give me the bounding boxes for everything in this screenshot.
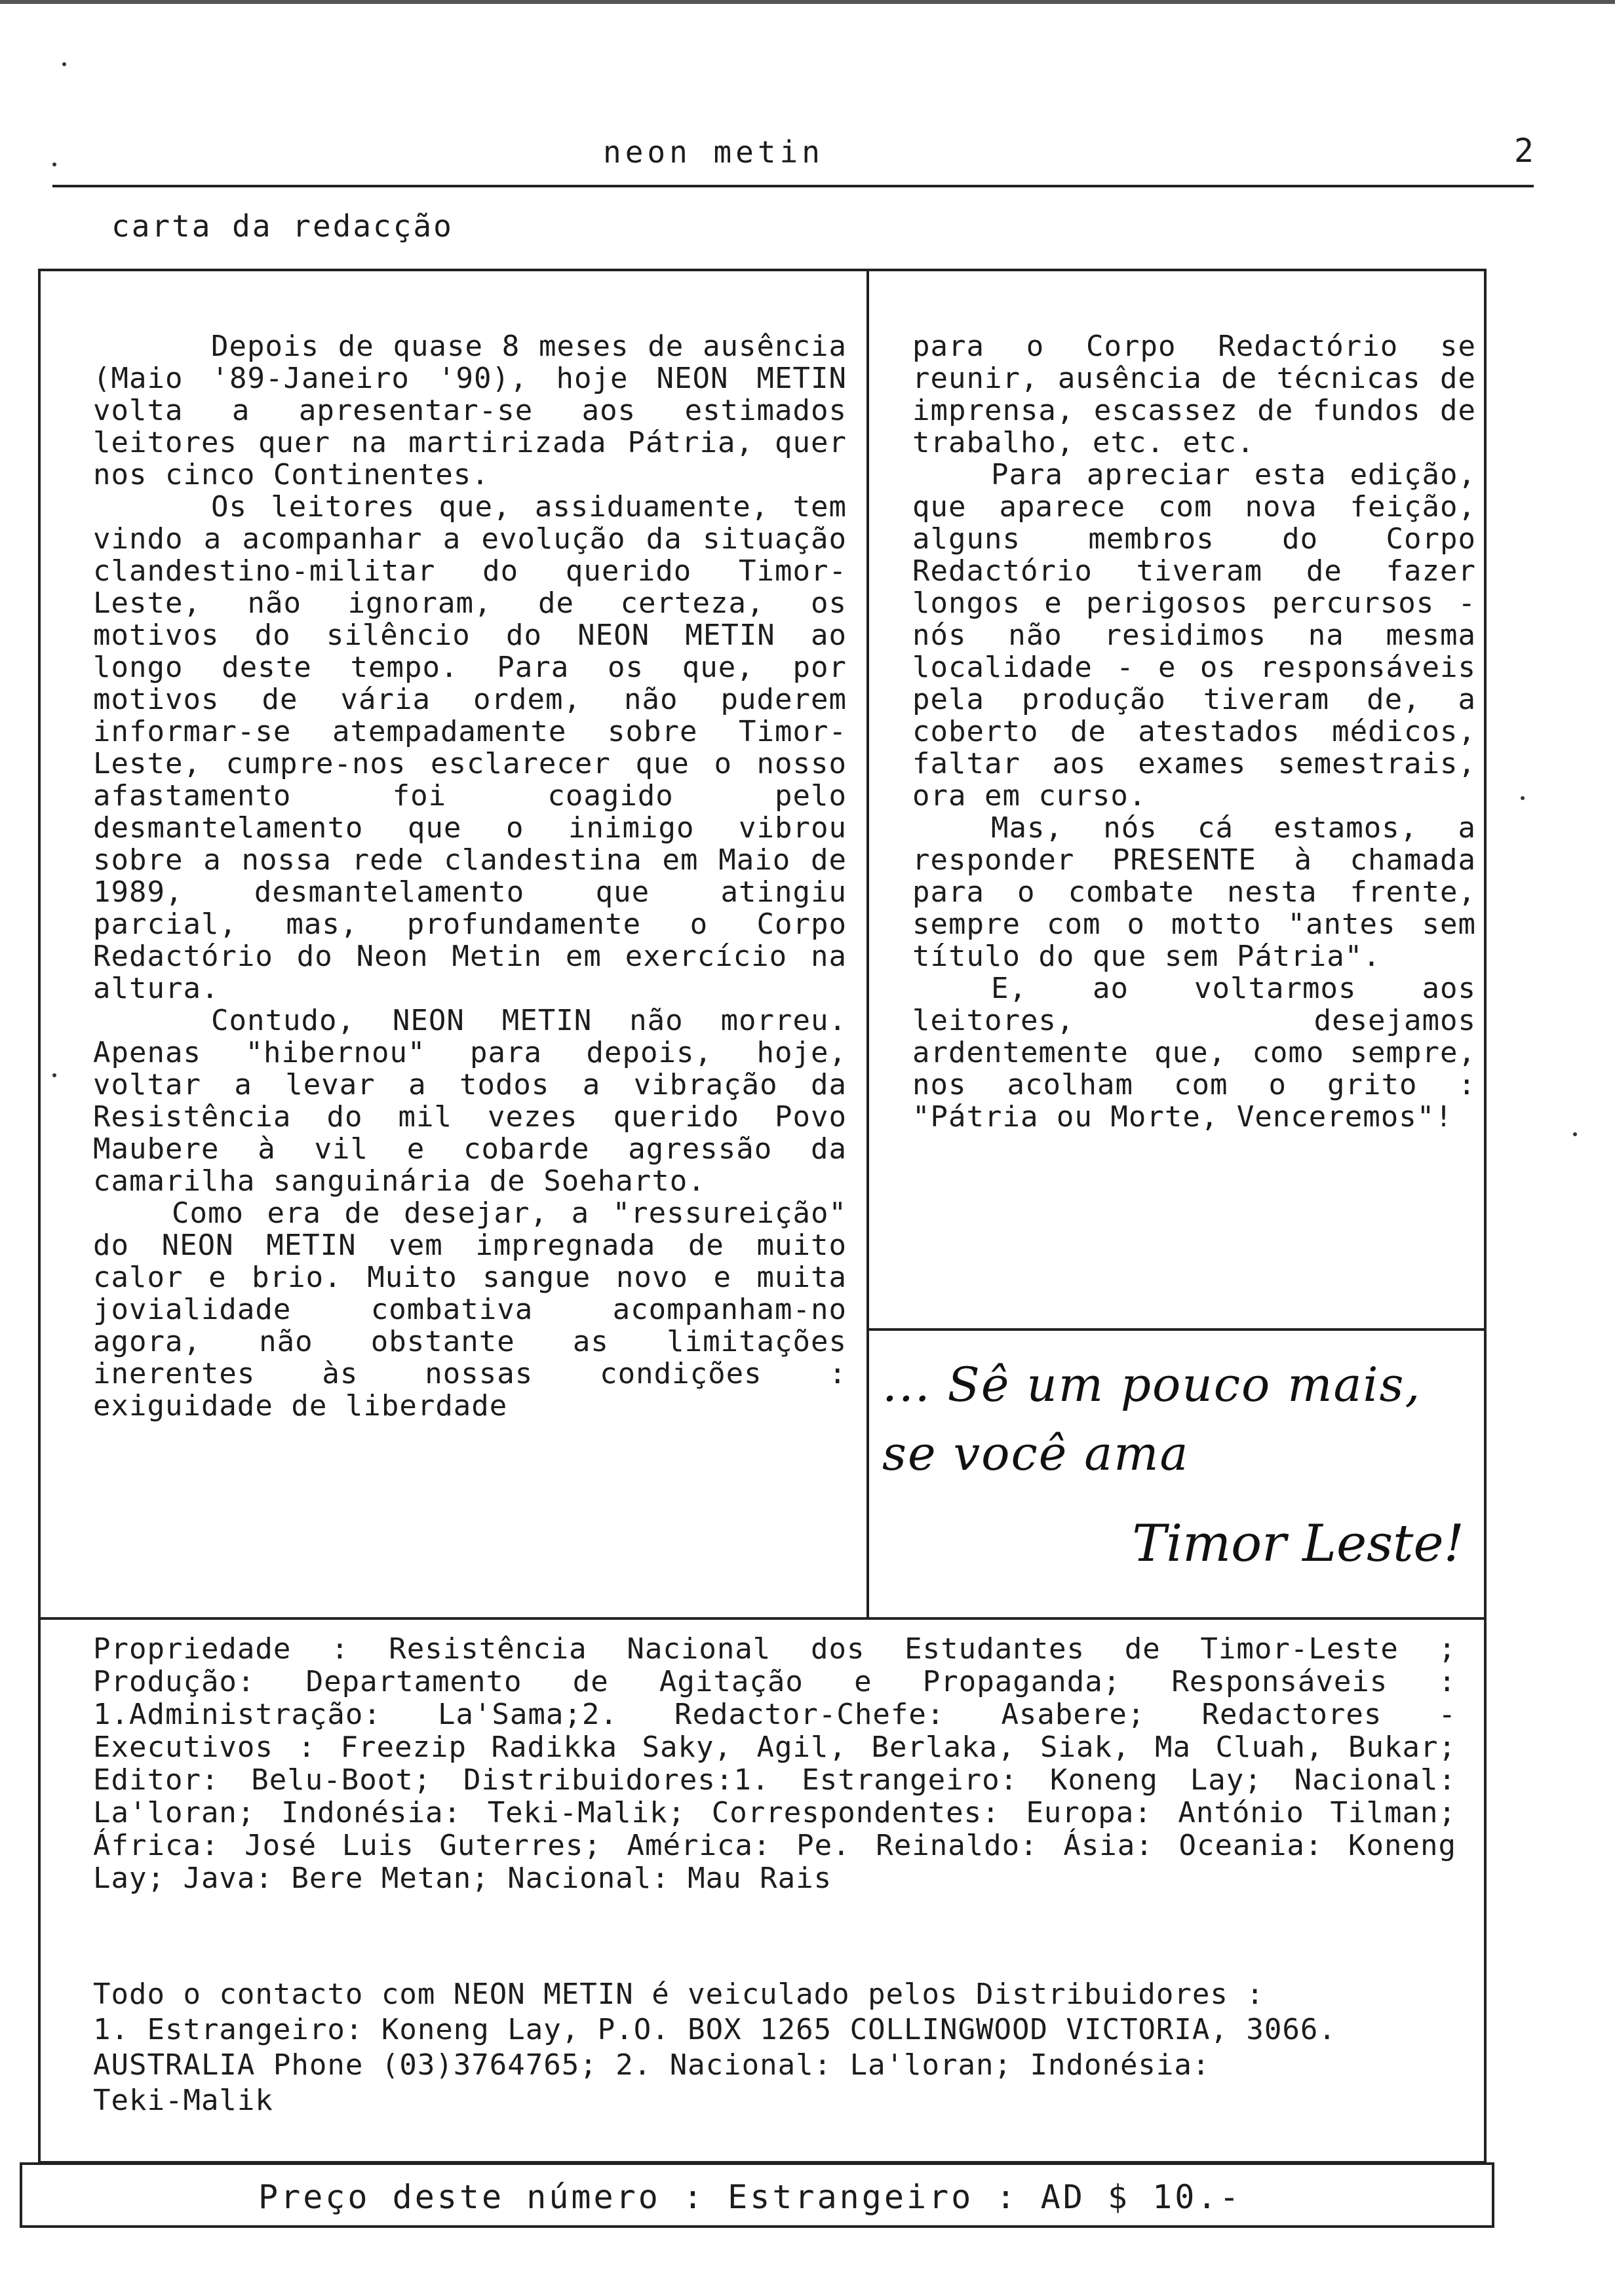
handwritten-line: se você ama — [882, 1426, 1190, 1481]
editorial-column-right — [912, 330, 1476, 1133]
paragraph: Depois de quase 8 meses de ausência (Maio '89-Janeiro '90), hoje NEON METIN volta a apresentar-se aos estimados leitores quer na martirizada Pátria, quer nos cinco Continentes. — [93, 330, 847, 491]
price-box — [20, 2162, 1494, 2228]
contact-line: AUSTRALIA Phone (03)3764765; 2. Nacional: La'loran; Indonésia: — [93, 2048, 1211, 2082]
scan-speck — [52, 163, 56, 166]
credits-text — [93, 1633, 1456, 1895]
top-edge-line — [0, 0, 1615, 4]
paragraph: Como era de desejar, a "ressureição" do NEON METIN vem impregnada de muito calor e brio. Muito sangue novo e muita jovialidade combativa acompanham-no agora, não obstante as limitações inerentes às nossas condições : exiguidade de liberdade — [93, 1196, 847, 1423]
page-number: 2 — [1513, 132, 1534, 170]
contact-info — [93, 1977, 1456, 2118]
scan-speck — [52, 1073, 56, 1077]
editorial-column-left — [93, 330, 847, 1422]
contact-line: Todo o contacto com NEON METIN é veiculado pelos Distribuidores : — [93, 1978, 1264, 2011]
paragraph: Os leitores que, assiduamente, tem vindo a acompanhar a evolução da situação clandestino-militar do querido Timor-Leste, não ignoram, de certeza, os motivos do silêncio do NEON METIN ao longo deste tempo. Para os que, por motivos de vária ordem, não puderem informar-se atempadamente sobre Timor-Leste, cumpre-nos esclarecer que o nosso afastamento foi coagido pelo desmantelamento que o inimigo vibrou sobre a nossa rede clandestina em Maio de 1989, desmantelamento que atingiu parcial, mas, profundamente o Corpo Redactório do Neon Metin em exercício na altura. — [93, 490, 847, 1005]
price-text: Preço deste número : Estrangeiro : AD $ 10.- — [258, 2178, 1242, 2216]
editorial-box — [38, 269, 1487, 1620]
credits-box — [38, 1620, 1487, 2164]
handwritten-note-box — [869, 1328, 1484, 1622]
paragraph: Contudo, NEON METIN não morreu. Apenas "hibernou" para depois, hoje, voltar a levar a todos a vibração da Resistência do mil vezes querido Povo Maubere à vil e cobarde agressão da camarilha sanguinária de Soeharto. — [93, 1004, 847, 1198]
header-rule — [52, 185, 1534, 187]
handwritten-line: ... Sê um pouco mais, — [882, 1357, 1422, 1412]
paragraph: E, ao voltarmos aos leitores, desejamos ardentemente que, como sempre, nos acolham com o grito : "Pátria ou Morte, Venceremos"! — [912, 972, 1476, 1134]
contact-line: Teki-Malik — [93, 2084, 273, 2117]
scan-speck — [62, 62, 66, 66]
page-header — [52, 128, 1534, 187]
paragraph: para o Corpo Redactório se reunir, ausência de técnicas de imprensa, escassez de fundos de trabalho, etc. etc. — [912, 330, 1476, 459]
handwritten-signature: Timor Leste! — [1132, 1514, 1464, 1573]
contact-line: 1. Estrangeiro: Koneng Lay, P.O. BOX 1265 COLLINGWOOD VICTORIA, 3066. — [93, 2013, 1336, 2046]
credits-paragraph: Propriedade : Resistência Nacional dos Estudantes de Timor-Leste ; Produção: Departamento de Agitação e Propaganda; Responsáveis : 1.Administração: La'Sama;2. Redactor-Chefe: Asabere; Redactores - Executivos : Freezip Radikka Saky, Agil, Berlaka, Siak, Ma Cluah, Bukar; Editor: Belu-Boot; Distribuidores:1. Estrangeiro: Koneng Lay; Nacional: La'loran; Indonésia: Teki-Malik; Correspondentes: Europa: António Tilman; África: José Luis Guterres; América: Pe. Reinaldo: Ásia: Oceania: Koneng Lay; Java: Bere Metan; Nacional: Mau Rais — [93, 1632, 1456, 1895]
section-title: carta da redacção — [111, 208, 454, 244]
scan-speck — [1573, 1132, 1577, 1136]
paragraph: Para apreciar esta edição, que aparece com nova feição, alguns membros do Corpo Redactório tiveram de fazer longos e perigosos percursos - nós não residimos na mesma localidade - e os responsáveis pela produção tiveram de, a coberto de atestados médicos, faltar aos exames semestrais, ora em curso. — [912, 458, 1476, 813]
scan-speck — [1521, 796, 1525, 800]
paragraph: Mas, nós cá estamos, a responder PRESENTE à chamada para o combate nesta frente, sempre com o motto "antes sem título do que sem Pátria". — [912, 811, 1476, 973]
newsletter-title: neon metin — [603, 134, 824, 170]
